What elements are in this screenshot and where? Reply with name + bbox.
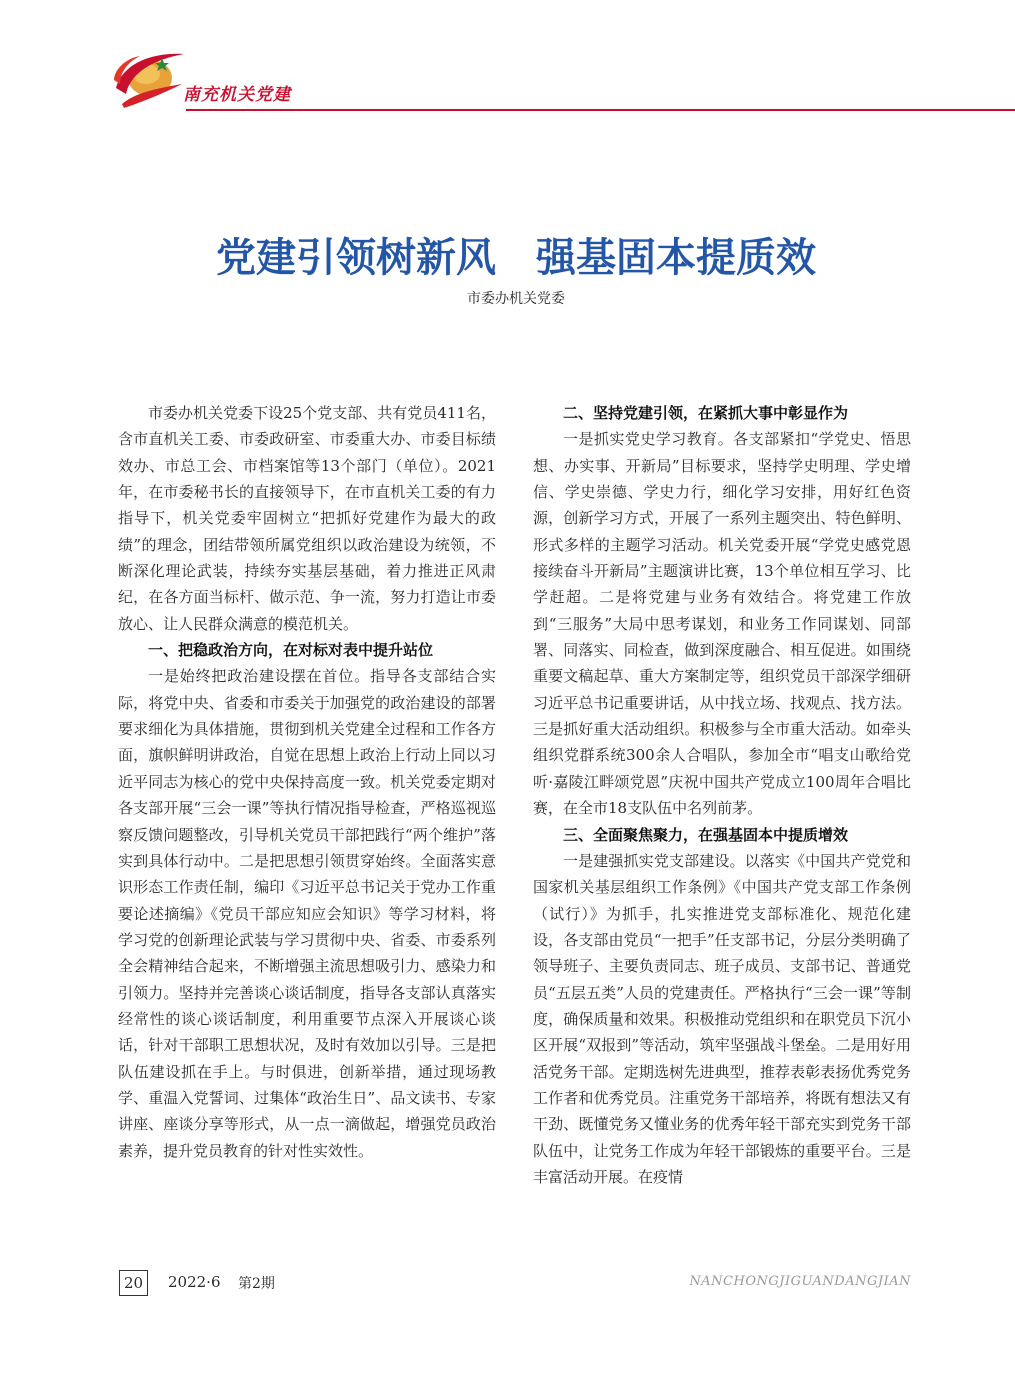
party-building-logo-icon: [112, 44, 187, 110]
header-rule: [186, 109, 1015, 111]
left-column: [118, 400, 496, 1164]
section-heading: 一、把稳政治方向，在对标对表中提升站位: [148, 641, 434, 660]
paragraph: 一是建强抓实党支部建设。以落实《中国共产党党和国家机关基层组织工作条例》《中国共产党支部工作条例（试行）》为抓手，扎实推进党支部标准化、规范化建设，各支部由党员“一把手”任支部书记，分层分类明确了领导班子、主要负责同志、班子成员、支部书记、普通党员“五层五类”人员的党建责任。严格执行“三会一课”等制度，确保质量和效果。积极推动党组织和在职党员下沉小区开展“双报到”等活动，筑牢坚强战斗堡垒。二是用好用活党务干部。定期选树先进典型，推荐表彰表扬优秀党务工作者和优秀党员。注重党务干部培养，将既有想法又有干劲、既懂党务又懂业务的优秀年轻干部充实到党务干部队伍中，让党务工作成为年轻干部锻炼的重要平台。三是丰富活动开展。在疫情: [533, 851, 911, 1186]
issue-number: 第2期: [238, 1276, 275, 1292]
page-footer: [0, 1266, 1015, 1306]
section-heading: 二、坚持党建引领，在紧抓大事中彰显作为: [563, 404, 849, 422]
page-number: 20: [119, 1270, 148, 1296]
right-column: [533, 400, 911, 1190]
paragraph: 一是抓实党史学习教育。各支部紧扣“学党史、悟思想、办实事、开新局”目标要求，坚持学史明理、学史增信、学史崇德、学史力行，细化学习安排，用好红色资源，创新学习方式，开展了一系列主题突出、特色鲜明、形式多样的主题学习活动。机关党委开展“学党史感党恩 接续奋斗开新局”主题演讲比赛，13个单位相互学习、比学赶超。二是将党建与业务有效结合。将党建工作放到“三服务”大局中思考谋划，和业务工作同谋划、同部署、同落实、同检查，做到深度融合、相互促进。如围绕重要文稿起草、重大方案制定等，组织党员干部深学细研习近平总书记重要讲话，从中找立场、找观点、找方法。三是抓好重大活动组织。积极参与全市重大活动。如牵头组织党群系统300余人合唱队，参加全市“唱支山歌给党听·嘉陵江畔颂党恩”庆祝中国共产党成立100周年合唱比赛，在全市18支队伍中名列前茅。: [533, 430, 911, 818]
section-heading: 三、全面聚焦聚力，在强基固本中提质增效: [563, 825, 849, 844]
paragraph: 市委办机关党委下设25个党支部、共有党员411名，含市直机关工委、市委政研室、市委重大办、市委目标绩效办、市总工会、市档案馆等13个部门（单位）。2021年，在市委秘书长的直接领导下，在市直机关工委的有力指导下，机关党委牢固树立“把抓好党建作为最大的政绩”的理念，团结带领所属党组织以政治建设为统领，不断深化理论武装，持续夯实基层基础，着力推进正风肃纪，在各方面当标杆、做示范、争一流，努力打造让市委放心、让人民群众满意的模范机关。: [118, 404, 496, 633]
paragraph: 一是始终把政治建设摆在首位。指导各支部结合实际，将党中央、省委和市委关于加强党的政治建设的部署要求细化为具体措施，贯彻到机关党建全过程和工作各方面，旗帜鲜明讲政治，自觉在思想上政治上行动上同以习近平同志为核心的党中央保持高度一致。机关党委定期对各支部开展“三会一课”等执行情况指导检查，严格巡视巡察反馈问题整改，引导机关党员干部把践行“两个维护”落实到具体行动中。二是把思想引领贯穿始终。全面落实意识形态工作责任制，编印《习近平总书记关于党办工作重要论述摘编》《党员干部应知应会知识》等学习材料，将学习党的创新理论武装与学习贯彻中央、省委、市委系列全会精神结合起来，不断增强主流思想吸引力、感染力和引领力。坚持并完善谈心谈话制度，指导各支部认真落实经常性的谈心谈话制度，利用重要节点深入开展谈心谈话，针对干部职工思想状况，及时有效加以引导。三是把队伍建设抓在手上。与时俱进，创新举措，通过现场教学、重温入党誓词、过集体“政治生日”、品文读书、专家讲座、座谈分享等形式，从一点一滴做起，增强党员政治素养，提升党员教育的针对性实效性。: [118, 667, 496, 1160]
magazine-pinyin: NANCHONGJIGUANDANGJIAN: [689, 1274, 911, 1289]
article-author: 市委办机关党委: [467, 291, 565, 307]
article-title: 党建引领树新风 强基固本提质效: [216, 234, 816, 281]
issue-date: 2022·6: [168, 1273, 221, 1291]
magazine-name: 南充机关党建: [183, 85, 291, 105]
page-header: [0, 0, 1015, 120]
